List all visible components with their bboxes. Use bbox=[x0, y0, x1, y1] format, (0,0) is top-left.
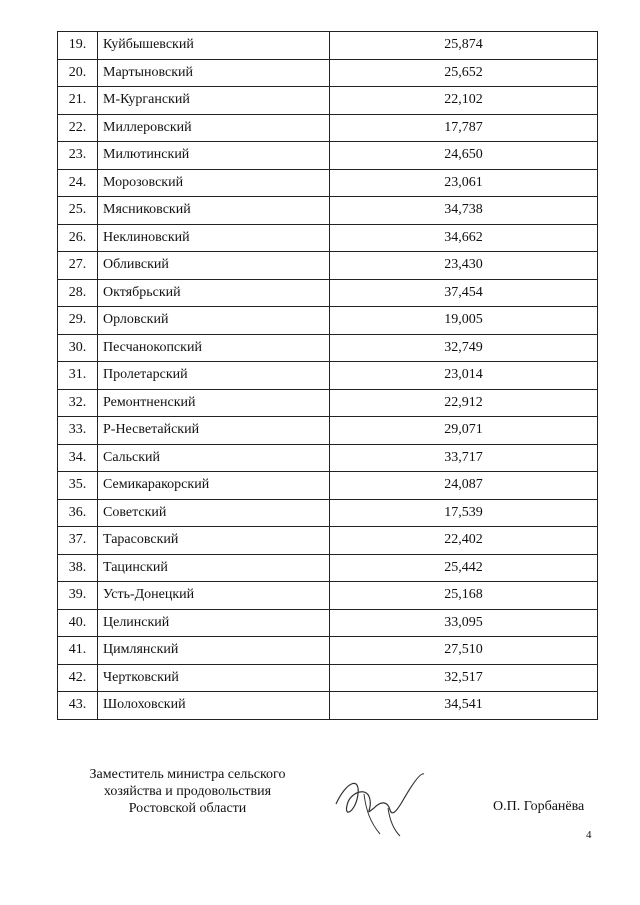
district-name: Р-Несветайский bbox=[98, 417, 330, 445]
district-value: 19,005 bbox=[330, 307, 598, 335]
table-row bbox=[58, 609, 598, 637]
row-number: 38. bbox=[58, 554, 98, 582]
district-name: Октябрьский bbox=[98, 279, 330, 307]
district-value: 37,454 bbox=[330, 279, 598, 307]
row-number: 27. bbox=[58, 252, 98, 280]
district-value: 34,738 bbox=[330, 197, 598, 225]
row-number: 42. bbox=[58, 664, 98, 692]
table-row bbox=[58, 334, 598, 362]
district-name: Мясниковский bbox=[98, 197, 330, 225]
table-row bbox=[58, 472, 598, 500]
row-number: 29. bbox=[58, 307, 98, 335]
district-value: 32,517 bbox=[330, 664, 598, 692]
table-row bbox=[58, 252, 598, 280]
table-row bbox=[58, 664, 598, 692]
table-row bbox=[58, 362, 598, 390]
district-name: Тарасовский bbox=[98, 527, 330, 555]
district-name: Орловский bbox=[98, 307, 330, 335]
table-row bbox=[58, 197, 598, 225]
district-name: Милютинский bbox=[98, 142, 330, 170]
row-number: 22. bbox=[58, 114, 98, 142]
row-number: 19. bbox=[58, 32, 98, 60]
district-value: 22,102 bbox=[330, 87, 598, 115]
signatory-title-line-2: хозяйства и продовольствия bbox=[103, 784, 272, 799]
row-number: 25. bbox=[58, 197, 98, 225]
page-number: 4 bbox=[586, 829, 592, 841]
district-value: 22,912 bbox=[330, 389, 598, 417]
row-number: 26. bbox=[58, 224, 98, 252]
district-table bbox=[57, 31, 598, 720]
district-name: Шолоховский bbox=[98, 692, 330, 720]
table-row bbox=[58, 554, 598, 582]
row-number: 40. bbox=[58, 609, 98, 637]
table-row bbox=[58, 527, 598, 555]
table-row bbox=[58, 169, 598, 197]
district-name: Сальский bbox=[98, 444, 330, 472]
signatory-name: О.П. Горбанёва bbox=[493, 799, 585, 814]
table-row bbox=[58, 59, 598, 87]
district-value: 29,071 bbox=[330, 417, 598, 445]
table-row bbox=[58, 582, 598, 610]
signatory-title bbox=[60, 766, 315, 817]
row-number: 23. bbox=[58, 142, 98, 170]
row-number: 24. bbox=[58, 169, 98, 197]
district-value: 22,402 bbox=[330, 527, 598, 555]
district-value: 17,787 bbox=[330, 114, 598, 142]
district-name: Ремонтненский bbox=[98, 389, 330, 417]
district-name: Семикаракорский bbox=[98, 472, 330, 500]
row-number: 43. bbox=[58, 692, 98, 720]
district-value: 25,168 bbox=[330, 582, 598, 610]
row-number: 33. bbox=[58, 417, 98, 445]
district-value: 23,014 bbox=[330, 362, 598, 390]
district-name: Песчанокопский bbox=[98, 334, 330, 362]
district-value: 24,650 bbox=[330, 142, 598, 170]
district-name: Морозовский bbox=[98, 169, 330, 197]
district-name: М-Курганский bbox=[98, 87, 330, 115]
district-name: Пролетарский bbox=[98, 362, 330, 390]
row-number: 39. bbox=[58, 582, 98, 610]
district-value: 33,095 bbox=[330, 609, 598, 637]
table-row bbox=[58, 87, 598, 115]
row-number: 21. bbox=[58, 87, 98, 115]
row-number: 36. bbox=[58, 499, 98, 527]
row-number: 37. bbox=[58, 527, 98, 555]
district-name: Миллеровский bbox=[98, 114, 330, 142]
district-table-container bbox=[57, 31, 598, 720]
row-number: 30. bbox=[58, 334, 98, 362]
table-row bbox=[58, 444, 598, 472]
district-name: Мартыновский bbox=[98, 59, 330, 87]
row-number: 34. bbox=[58, 444, 98, 472]
row-number: 41. bbox=[58, 637, 98, 665]
district-value: 25,874 bbox=[330, 32, 598, 60]
district-name: Усть-Донецкий bbox=[98, 582, 330, 610]
district-value: 25,652 bbox=[330, 59, 598, 87]
district-value: 32,749 bbox=[330, 334, 598, 362]
district-name: Обливский bbox=[98, 252, 330, 280]
district-name: Куйбышевский bbox=[98, 32, 330, 60]
table-row bbox=[58, 417, 598, 445]
table-row bbox=[58, 692, 598, 720]
handwritten-signature bbox=[330, 764, 430, 839]
district-value: 27,510 bbox=[330, 637, 598, 665]
district-name: Тацинский bbox=[98, 554, 330, 582]
table-row bbox=[58, 389, 598, 417]
signatory-title-line-3: Ростовской области bbox=[128, 801, 247, 816]
table-row bbox=[58, 114, 598, 142]
district-value: 34,541 bbox=[330, 692, 598, 720]
district-name: Целинский bbox=[98, 609, 330, 637]
row-number: 35. bbox=[58, 472, 98, 500]
district-name: Советский bbox=[98, 499, 330, 527]
district-value: 34,662 bbox=[330, 224, 598, 252]
table-row bbox=[58, 32, 598, 60]
district-name: Чертковский bbox=[98, 664, 330, 692]
district-name: Цимлянский bbox=[98, 637, 330, 665]
table-row bbox=[58, 142, 598, 170]
district-value: 23,061 bbox=[330, 169, 598, 197]
table-row bbox=[58, 279, 598, 307]
district-value: 24,087 bbox=[330, 472, 598, 500]
row-number: 20. bbox=[58, 59, 98, 87]
signatory-title-line-1: Заместитель министра сельского bbox=[89, 767, 286, 782]
table-row bbox=[58, 307, 598, 335]
row-number: 28. bbox=[58, 279, 98, 307]
district-value: 33,717 bbox=[330, 444, 598, 472]
district-value: 17,539 bbox=[330, 499, 598, 527]
row-number: 31. bbox=[58, 362, 98, 390]
table-row bbox=[58, 499, 598, 527]
table-row bbox=[58, 224, 598, 252]
district-name: Неклиновский bbox=[98, 224, 330, 252]
table-row bbox=[58, 637, 598, 665]
district-value: 23,430 bbox=[330, 252, 598, 280]
row-number: 32. bbox=[58, 389, 98, 417]
district-value: 25,442 bbox=[330, 554, 598, 582]
district-table-body bbox=[58, 32, 598, 720]
